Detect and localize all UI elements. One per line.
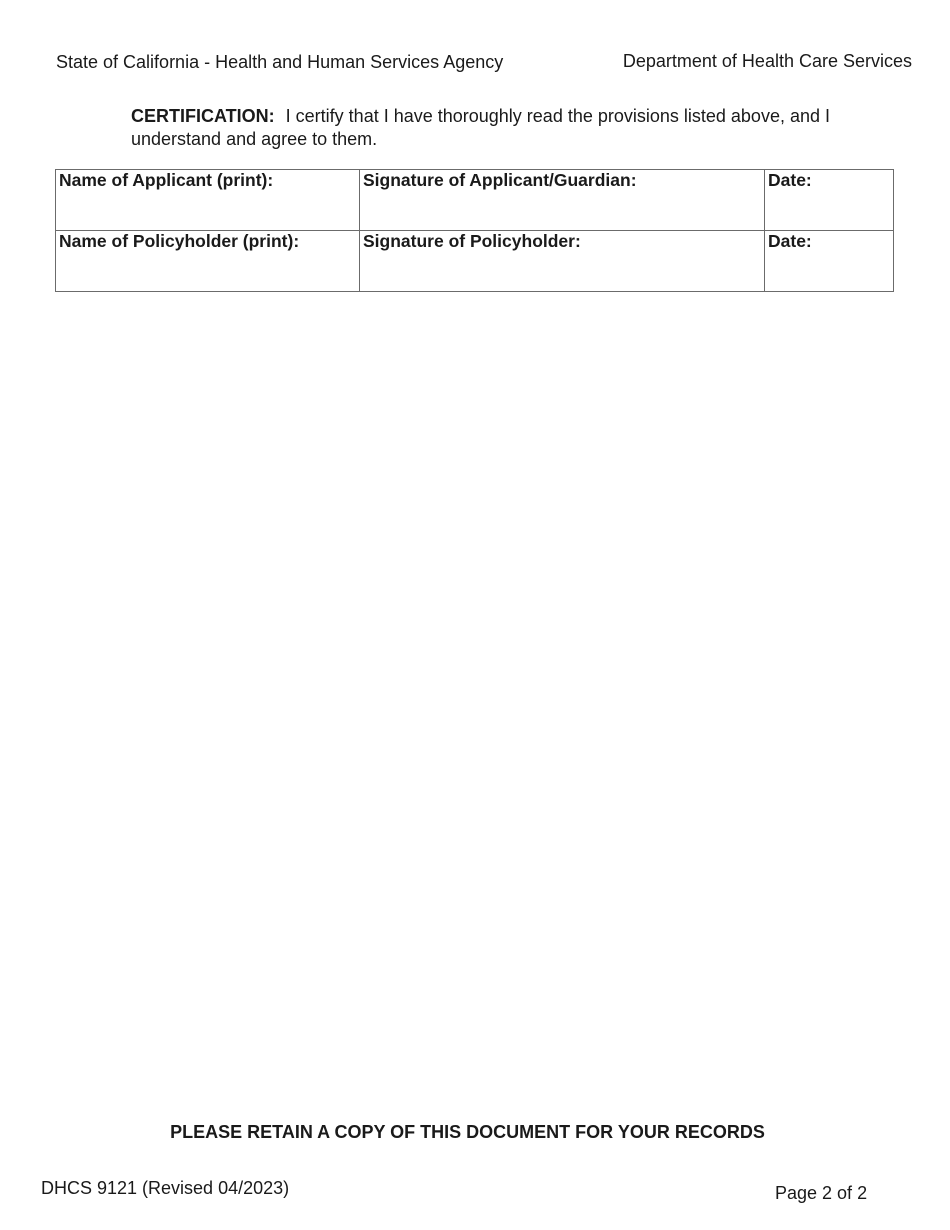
applicant-date-label: Date: (768, 170, 812, 190)
policyholder-date-label: Date: (768, 231, 812, 251)
certification-text: I certify that I have thoroughly read the provisions listed above, and I understand and agree to them. (131, 106, 830, 149)
page-number: Page 2 of 2 (775, 1183, 868, 1203)
certification-label: CERTIFICATION: (131, 106, 275, 126)
policyholder-signature-field[interactable] (360, 231, 765, 292)
agency-header: State of California - Health and Human Services Agency (56, 52, 504, 72)
applicant-date-field[interactable] (765, 170, 894, 231)
policyholder-name-label: Name of Policyholder (print): (59, 231, 300, 251)
table-row (56, 231, 894, 292)
form-id: DHCS 9121 (Revised 04/2023) (41, 1178, 290, 1198)
retain-copy-notice: PLEASE RETAIN A COPY OF THIS DOCUMENT FOR YOUR RECORDS (170, 1122, 765, 1142)
applicant-signature-field[interactable] (360, 170, 765, 231)
policyholder-signature-label: Signature of Policyholder: (363, 231, 581, 251)
certification-statement (131, 105, 871, 151)
signature-table (55, 169, 894, 292)
applicant-signature-label: Signature of Applicant/Guardian: (363, 170, 637, 190)
applicant-name-label: Name of Applicant (print): (59, 170, 274, 190)
table-row (56, 170, 894, 231)
policyholder-date-field[interactable] (765, 231, 894, 292)
policyholder-name-field[interactable] (56, 231, 360, 292)
department-header: Department of Health Care Services (622, 51, 912, 71)
applicant-name-field[interactable] (56, 170, 360, 231)
